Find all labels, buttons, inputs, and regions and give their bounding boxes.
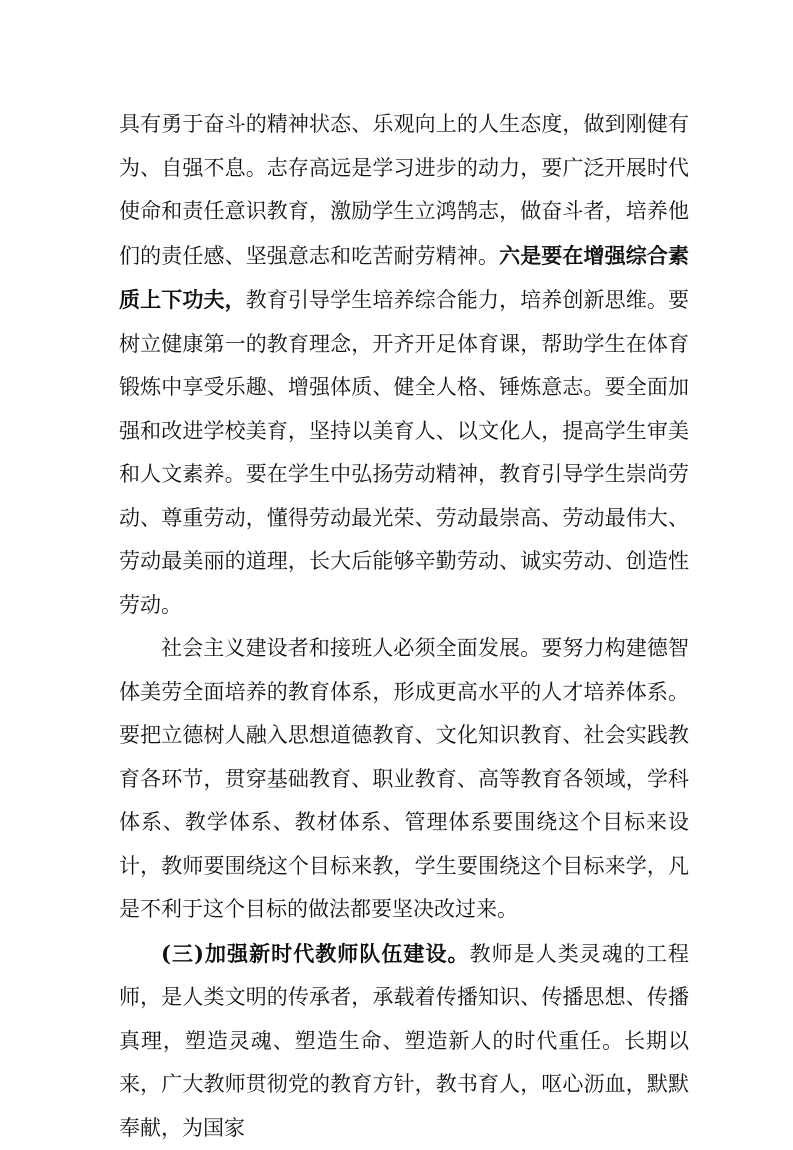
paragraph-1-text-continued: 教育引导学生培养综合能力，培养创新思维。要树立健康第一的教育理念，开齐开足体育课，帮助学生在体育锻炼中享受乐趣、增强体质、健全人格、锤炼意志。要全面加强和改进学校美育，坚持以美育人、以文化人，提高学生审美和人文素养。要在学生中弘扬劳动精神，教育引导学生崇尚劳动、尊重劳动，懂得劳动最光荣、劳动最崇高、劳动最伟大、劳动最美丽的道理，长大后能够辛勤劳动、诚实劳动、创造性劳动。 [119,288,689,617]
paragraph-3-text: 教师是人类灵魂的工程师，是人类文明的传承者，承载着传播知识、传播思想、传播真理，塑造灵魂、塑造生命、塑造新人的时代重任。长期以来，广大教师贯彻党的教育方针，教书育人，呕心沥血，默默奉献，为国家 [119,942,689,1140]
paragraph-1-bold-heading: 六是要在增强综合素质上下功夫， [119,243,689,313]
paragraph-1 [119,103,689,627]
document-body [119,103,689,1150]
paragraph-2 [119,627,689,932]
paragraph-2-text: 社会主义建设者和接班人必须全面发展。要努力构建德智体美劳全面培养的教育体系，形成更高水平的人才培养体系。要把立德树人融入思想道德教育、文化知识教育、社会实践教育各环节，贯穿基础教育、职业教育、高等教育各领域，学科体系、教学体系、教材体系、管理体系要围绕这个目标来设计，教师要围绕这个目标来教，学生要围绕这个目标来学，凡是不利于这个目标的做法都要坚决改过来。 [119,636,689,921]
paragraph-3 [119,932,689,1150]
section-3-heading: (三)加强新时代教师队伍建设。 [161,941,470,966]
paragraph-1-text: 具有勇于奋斗的精神状态、乐观向上的人生态度，做到刚健有为、自强不息。志存高远是学习进步的动力，要广泛开展时代使命和责任意识教育，激励学生立鸿鹄志，做奋斗者，培养他们的责任感、坚强意志和吃苦耐劳精神。 [119,112,689,268]
